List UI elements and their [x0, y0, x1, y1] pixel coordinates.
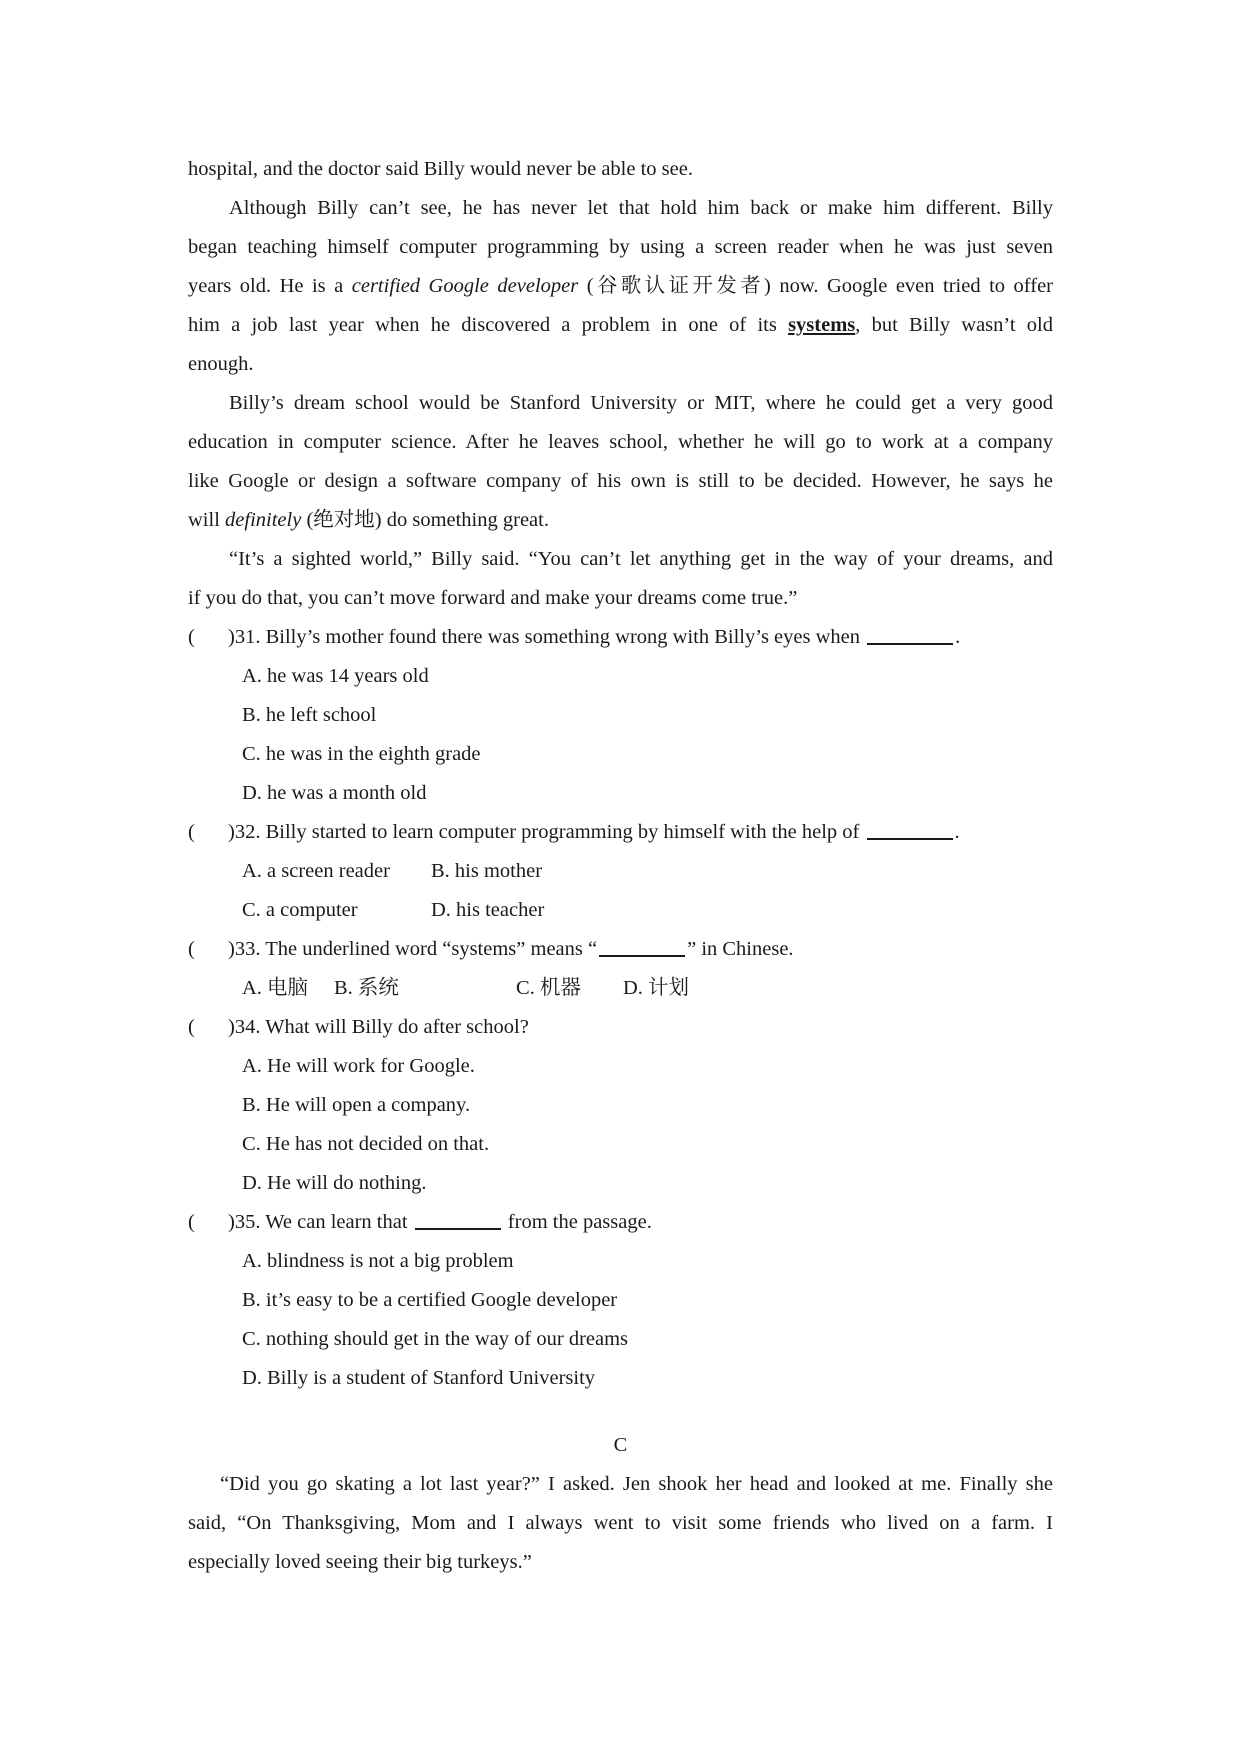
option-d: D. his teacher [431, 899, 545, 921]
underlined-word: systems [788, 314, 856, 336]
answer-blank [599, 931, 685, 957]
passage-line: “Did you go skating a lot last year?” I asked. Jen shook her head and looked at me. Finally she [220, 1473, 1053, 1495]
question-end: . [954, 821, 960, 843]
passage-line [188, 501, 1053, 540]
passage-line: especially loved seeing their big turkeys.” [188, 1551, 532, 1573]
option-b: B. He will open a company. [242, 1094, 471, 1116]
option-d: D. he was a month old [242, 782, 427, 804]
answer-blank [867, 619, 953, 645]
option-b: B. he left school [242, 704, 377, 726]
worksheet-page [188, 150, 1053, 1582]
answer-paren: ( [188, 626, 195, 648]
passage-line [188, 267, 1053, 306]
passage-line: hospital, and the doctor said Billy would never be able to see. [188, 158, 693, 180]
italic-term: certified Google developer [351, 275, 579, 297]
answer-paren: ( [188, 1016, 195, 1038]
option-row [188, 852, 1053, 891]
option-b: B. it’s easy to be a certified Google developer [242, 1289, 618, 1311]
passage-line [188, 306, 1053, 345]
question-end: . [955, 626, 961, 648]
text-run: him a job last year when he discovered a problem in one of its [188, 314, 789, 336]
passage-line: began teaching himself computer programming by using a screen reader when he was just seven [188, 236, 1053, 258]
option-a: A. 电脑 [242, 977, 309, 999]
section-gap [188, 1398, 1053, 1426]
answer-paren: ( [188, 821, 195, 843]
option-a: A. He will work for Google. [242, 1055, 475, 1077]
passage-line: “It’s a sighted world,” Billy said. “You can’t let anything get in the way of your dreams, and [229, 548, 1053, 570]
question-stem: )33. The underlined word “systems” means “ [228, 938, 598, 960]
text-run: years old. He is a [188, 275, 352, 297]
text-run: , but Billy wasn’t old [855, 314, 1053, 336]
option-row [188, 891, 1053, 930]
passage-line: if you do that, you can’t move forward and make your dreams come true.” [188, 587, 798, 609]
question-stem: )35. We can learn that [228, 1211, 408, 1233]
option-c: C. He has not decided on that. [242, 1133, 490, 1155]
italic-term: definitely [225, 509, 302, 531]
option-d: D. Billy is a student of Stanford University [242, 1367, 596, 1389]
question-end: ” in Chinese. [687, 938, 794, 960]
question-stem: )34. What will Billy do after school? [228, 1016, 529, 1038]
answer-paren: ( [188, 938, 195, 960]
option-c: C. nothing should get in the way of our dreams [242, 1328, 629, 1350]
answer-blank [415, 1204, 501, 1230]
option-row [188, 969, 1053, 1008]
text-run: (谷歌认证开发者) now. Google even tried to offer [578, 275, 1053, 297]
passage-line: like Google or design a software company of his own is still to be decided. However, he says he [188, 470, 1053, 492]
option-a: A. a screen reader [242, 860, 390, 882]
passage-line: enough. [188, 353, 254, 375]
section-title: C [613, 1434, 628, 1456]
passage-line: education in computer science. After he leaves school, whether he will go to work at a company [188, 431, 1053, 453]
question-stem: )32. Billy started to learn computer programming by himself with the help of [228, 821, 860, 843]
option-d: D. He will do nothing. [242, 1172, 427, 1194]
text-run: will [188, 509, 226, 531]
question-35 [188, 1203, 1053, 1242]
option-a: A. he was 14 years old [242, 665, 429, 687]
option-c: C. he was in the eighth grade [242, 743, 481, 765]
option-d: D. 计划 [623, 977, 690, 999]
option-c: C. a computer [242, 899, 358, 921]
option-a: A. blindness is not a big problem [242, 1250, 514, 1272]
question-33 [188, 930, 1053, 969]
answer-paren: ( [188, 1211, 195, 1233]
passage-line: said, “On Thanksgiving, Mom and I always went to visit some friends who lived on a farm. I [188, 1512, 1053, 1534]
question-end: from the passage. [507, 1211, 652, 1233]
option-b: B. 系统 [334, 977, 399, 999]
answer-blank [867, 814, 953, 840]
option-b: B. his mother [431, 860, 543, 882]
question-34 [188, 1008, 1053, 1047]
question-31 [188, 618, 1053, 657]
text-run: (绝对地) do something great. [301, 509, 549, 531]
passage-line: Although Billy can’t see, he has never let that hold him back or make him different. Billy [229, 197, 1053, 219]
question-stem: )31. Billy’s mother found there was something wrong with Billy’s eyes when [228, 626, 861, 648]
option-c: C. 机器 [516, 977, 581, 999]
question-32 [188, 813, 1053, 852]
passage-line: Billy’s dream school would be Stanford University or MIT, where he could get a very good [229, 392, 1053, 414]
